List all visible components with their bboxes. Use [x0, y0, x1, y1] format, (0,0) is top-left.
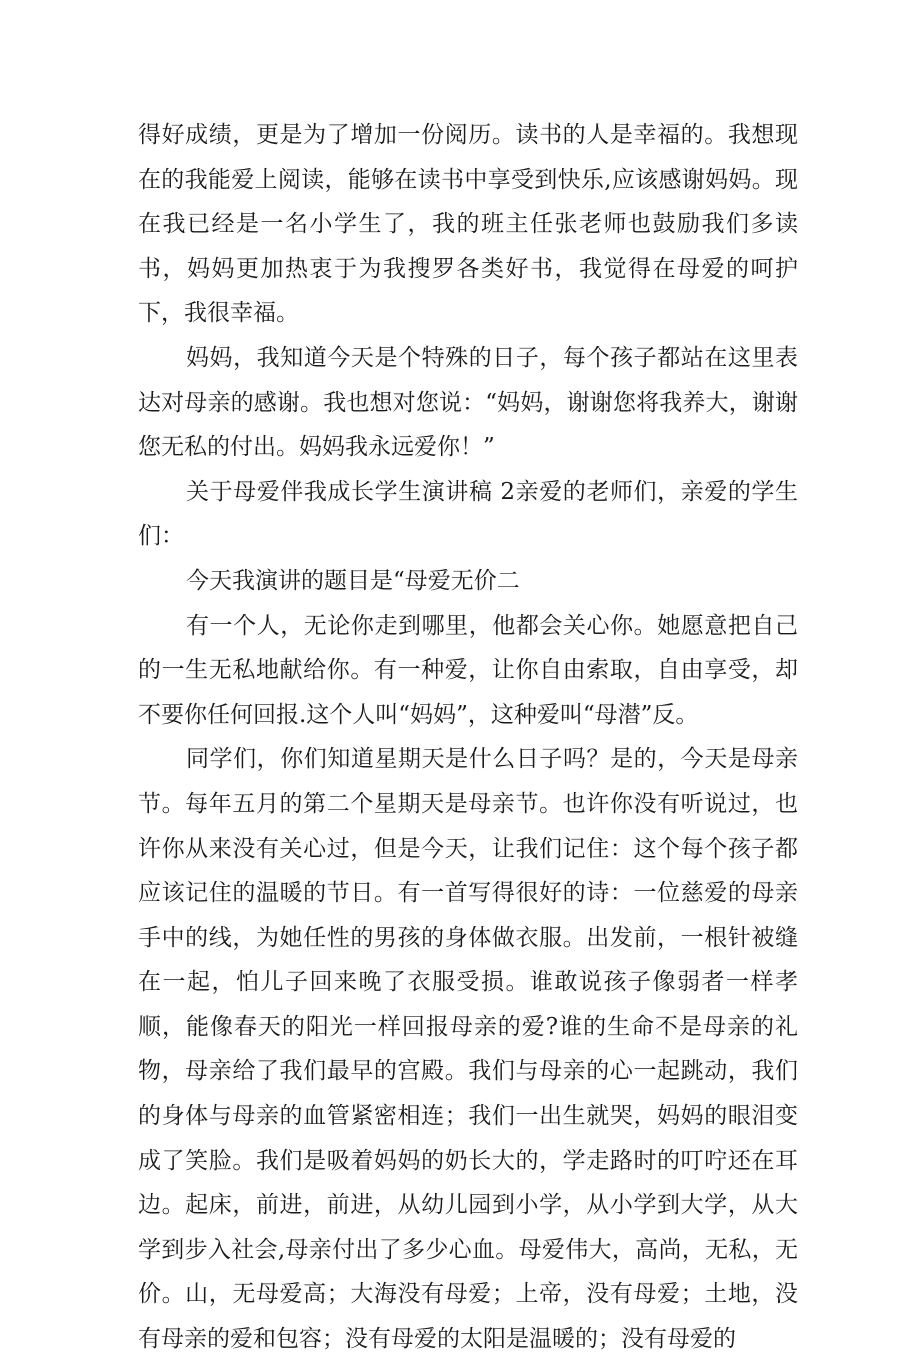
document-body	[138, 113, 798, 1362]
paragraph-mothers-day: 同学们，你们知道星期天是什么日子吗？是的，今天是母亲节。每年五月的第二个星期天是母亲节。也许你没有听说过，也许你从来没有关心过，但是今天，让我们记住：这个每个孩子都应该记住的温暖的节日。有一首写得很好的诗：一位慈爱的母亲手中的线，为她任性的男孩的身体做衣服。出发前，一根针被缝在一起，怕儿子回来晚了衣服受损。谁敢说孩子像弱者一样孝顺，能像春天的阳光一样回报母亲的爱?谁的生命不是母亲的礼物，母亲给了我们最早的宫殿。我们与母亲的心一起跳动，我们的身体与母亲的血管紧密相连；我们一出生就哭，妈妈的眼泪变成了笑脸。我们是吸着妈妈的奶长大的，学走路时的叮咛还在耳边。起床，前进，前进，从幼儿园到小学，从小学到大学，从大学到步入社会,母亲付出了多少心血。母爱伟大，高尚，无私，无价。山，无母爱高；大海没有母爱；上帝，没有母爱；土地，没有母亲的爱和包容；没有母爱的太阳是温暖的；没有母爱的	[138, 746, 798, 1353]
paragraph-speech-heading: 关于母爱伴我成长学生演讲稿 2亲爱的老师们，亲爱的学生们：	[138, 478, 798, 550]
paragraph-gratitude: 妈妈，我知道今天是个特殊的日子，每个孩子都站在这里表达对母亲的感谢。我也想对您说：“妈妈，谢谢您将我养大，谢谢您无私的付出。妈妈我永远爱你！”	[138, 344, 798, 461]
paragraph-speech-topic: 今天我演讲的题目是“母爱无价二	[186, 567, 520, 594]
paragraph-mother-intro: 有一个人，无论你走到哪里，他都会关心你。她愿意把自己的一生无私地献给你。有一种爱，让你自由索取，自由享受，却不要你任何回报.这个人叫“妈妈”，这种爱叫“母潜”反。	[138, 612, 798, 728]
paragraph-continuation: 得好成绩，更是为了增加一份阅历。读书的人是幸福的。我想现在的我能爱上阅读，能够在读书中享受到快乐,应该感谢妈妈。现在我已经是一名小学生了，我的班主任张老师也鼓励我们多读书，妈妈更加热衷于为我搜罗各类好书，我觉得在母爱的呵护下，我很幸福。	[138, 122, 798, 327]
